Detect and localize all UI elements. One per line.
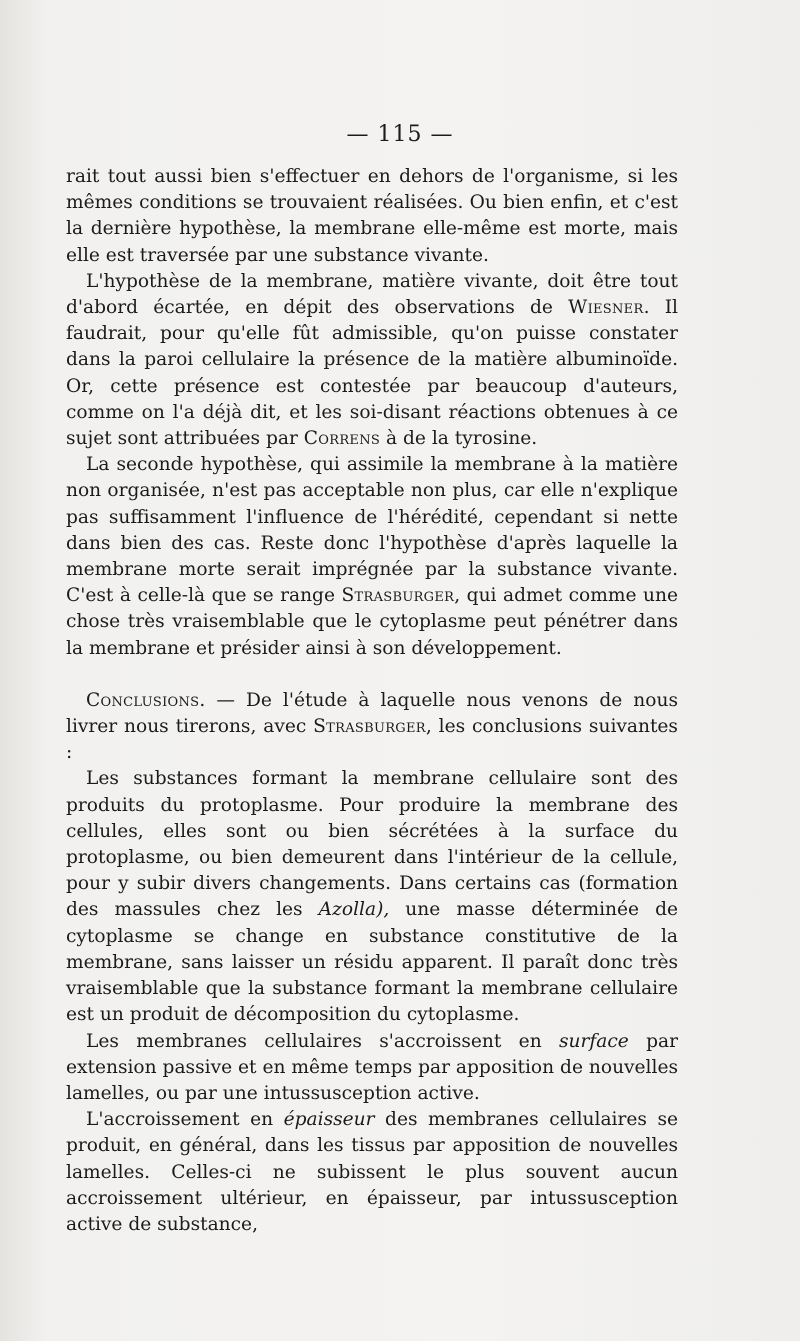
- emphasis-term: surface: [559, 1030, 629, 1052]
- paragraph-5: Les substances formant la membrane cellulaire sont des produits du protoplasme. Pour produire la membrane des cellules, elles sont ou bien sécrétées à la surface du protoplasme, ou bien demeurent dans l'intérieur de la cellule, pour y subir divers changements. Dans certains cas (formation des massules chez les Azolla), une masse déterminée de cytoplasme se change en substance constitutive de la membrane, sans laisser un résidu apparent. Il paraît donc très vraisemblable que la substance formant la membrane cellulaire est un produit de décomposition du cytoplasme.: [66, 768, 678, 1026]
- paragraph-7: L'accroissement en épaisseur des membranes cellulaires se produit, en général, dans les tissus par apposition de nouvelles lamelles. Celles-ci ne subissent le plus souvent aucun accroissement ultérieur, en épaisseur, par intussusception active de substance,: [66, 1109, 679, 1235]
- author-name: Wiesner: [568, 297, 644, 319]
- emphasis-term: épaisseur: [283, 1109, 375, 1131]
- author-name: Strasburger: [313, 716, 426, 738]
- section-heading: Conclusions: [86, 689, 200, 711]
- author-name: Strasburger: [341, 585, 455, 607]
- author-name: Correns: [303, 428, 381, 450]
- paragraph-conclusions: Conclusions. — De l'étude à laquelle nous venons de nous livrer nous tirerons, avec Strasburger, les conclusions suivantes :: [66, 689, 678, 764]
- paragraph-1: rait tout aussi bien s'effectuer en dehors de l'organisme, si les mêmes conditions se trouvaient réalisées. Ou bien enfin, et c'est la dernière hypothèse, la membrane elle-même est morte, mais elle est traversée par une substance vivante.: [66, 166, 678, 266]
- paragraph-2: L'hypothèse de la membrane, matière vivante, doit être tout d'abord écartée, en dépit des observations de Wiesner. Il faudrait, pour qu'elle fût admissible, qu'on puisse constater dans la paroi cellulaire la présence de la matière albuminoïde. Or, cette présence est contestée par beaucoup d'auteurs, comme on l'a déjà dit, et les soi-disant réactions obtenues à ce sujet sont attribuées par Correns à de la tyrosine.: [66, 270, 678, 450]
- paragraph-3: La seconde hypothèse, qui assimile la membrane à la matière non organisée, n'est pas acceptable non plus, car elle n'explique pas suffisamment l'influence de l'hérédité, cependant si nette dans bien des cas. Reste donc l'hypothèse d'après laquelle la membrane morte serait imprégnée par la substance vivante. C'est à celle-là que se range Strasburger, qui admet comme une chose très vraisemblable que le cytoplasme peut pénétrer dans la membrane et présider ainsi à son développement.: [66, 454, 678, 659]
- body-text: [66, 164, 678, 1238]
- page-number: — 115 —: [346, 122, 454, 147]
- section-gap: [66, 662, 678, 688]
- genus-name: Azolla),: [318, 899, 390, 921]
- paragraph-6: Les membranes cellulaires s'accroissent en surface par extension passive et en même temps par apposition de nouvelles lamelles, ou par une intussusception active.: [66, 1030, 678, 1104]
